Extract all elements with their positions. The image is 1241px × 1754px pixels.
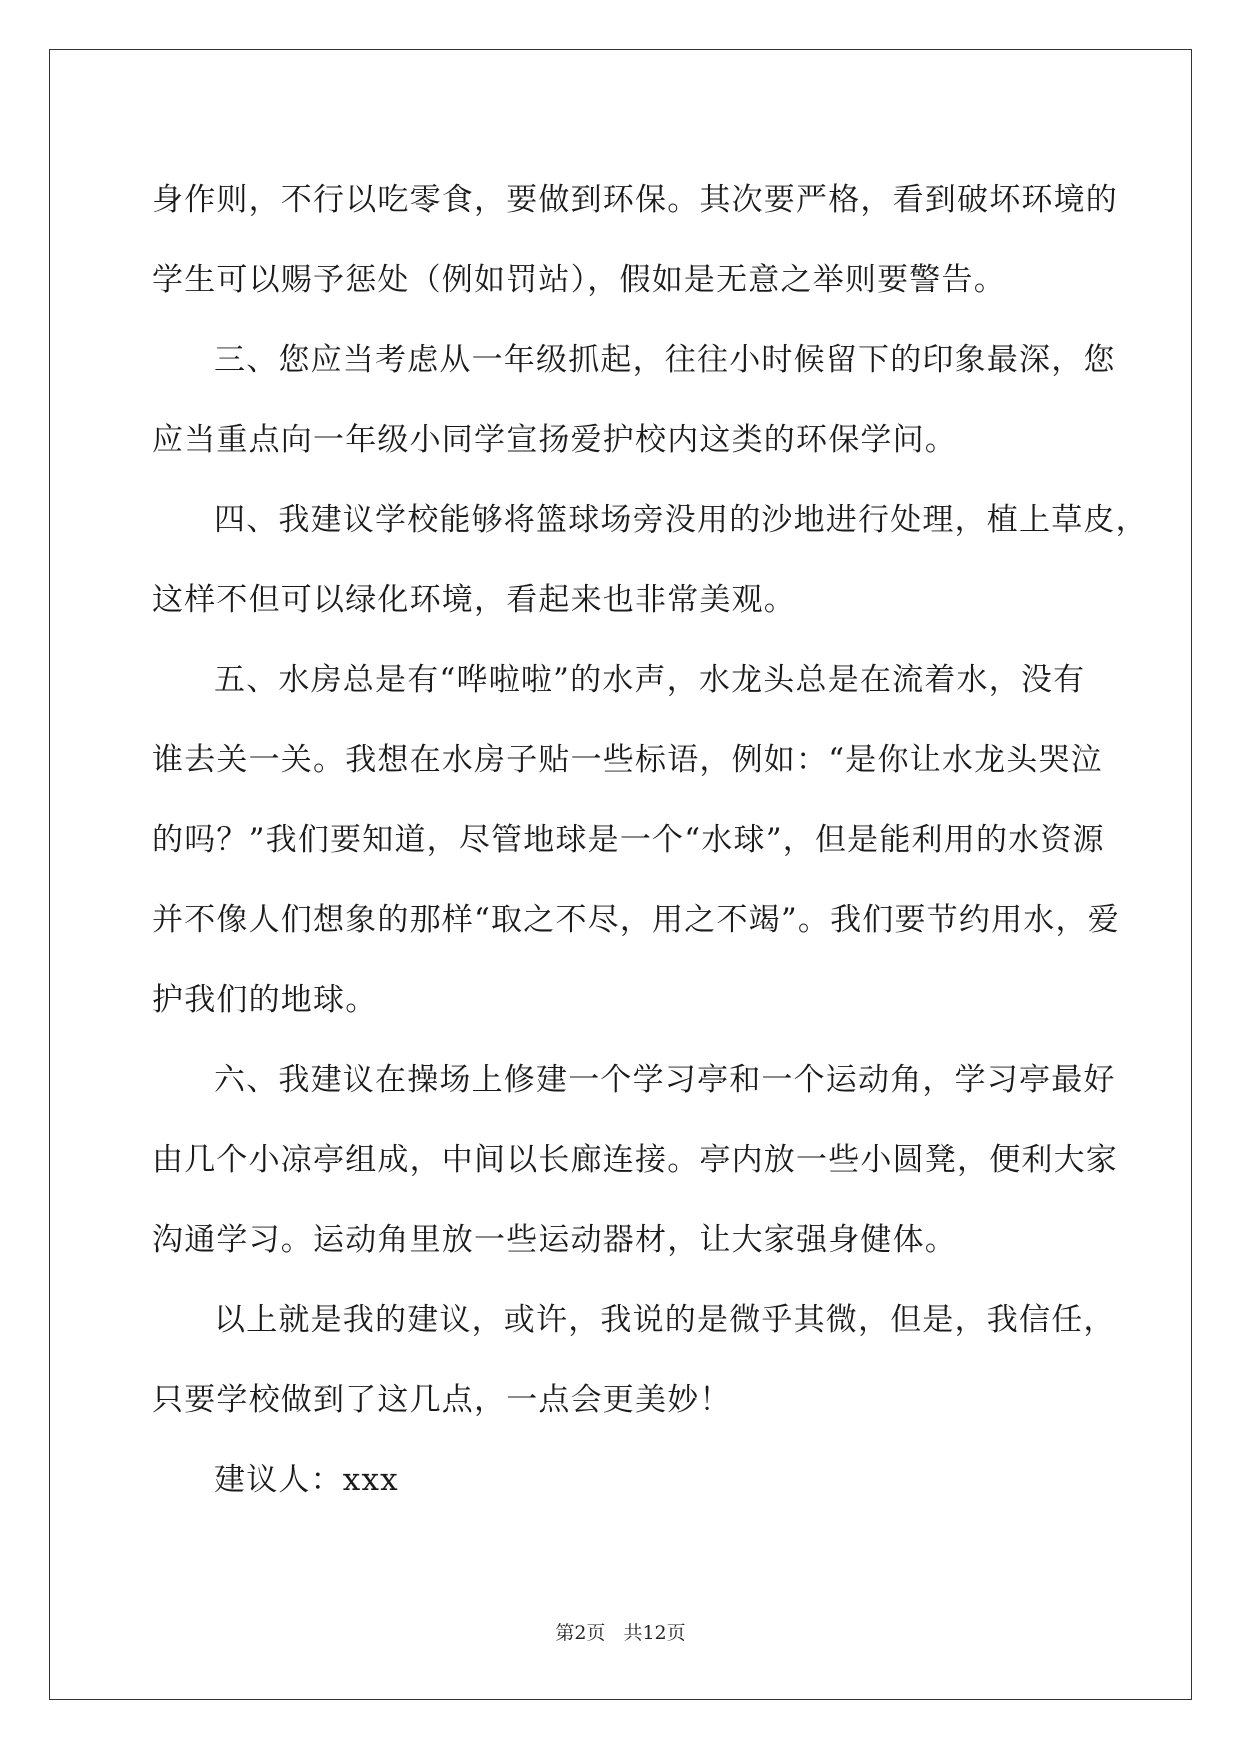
text-line: 应当重点向一年级小同学宣扬爱护校内这类的环保学问。 [152, 422, 957, 458]
signature: 建议人：xxx [214, 1462, 399, 1498]
text-line: 由几个小凉亭组成，中间以长廊连接。亭内放一些小圆凳，便利大家 [152, 1142, 1118, 1178]
text-line: 谁去关一关。我想在水房子贴一些标语，例如：“是你让水龙头哭泣 [152, 742, 1103, 778]
paragraph-6-start: 六、我建议在操场上修建一个学习亭和一个运动角，学习亭最好 [214, 1062, 1116, 1098]
text-line: 并不像人们想象的那样“取之不尽，用之不竭”。我们要节约用水，爱 [152, 902, 1120, 938]
document-body [152, 160, 1148, 1520]
paragraph-3-start: 三、您应当考虑从一年级抓起，往往小时候留下的印象最深，您 [214, 342, 1116, 378]
text-line: 只要学校做到了这几点，一点会更美妙！ [152, 1382, 732, 1418]
paragraph-5-start: 五、水房总是有“哗啦啦”的水声，水龙头总是在流着水，没有 [214, 662, 1086, 698]
text-line: 的吗？”我们要知道，尽管地球是一个“水球”，但是能利用的水资源 [152, 822, 1105, 858]
closing-paragraph-start: 以上就是我的建议，或许，我说的是微乎其微，但是，我信任， [214, 1302, 1116, 1338]
text-line: 身作则，不行以吃零食，要做到环保。其次要严格，看到破坏环境的 [152, 182, 1118, 218]
text-line: 学生可以赐予惩处（例如罚站），假如是无意之举则要警告。 [152, 262, 1006, 298]
page-number: 第2页 [555, 1622, 606, 1644]
text-line: 护我们的地球。 [152, 982, 378, 1018]
paragraph-4-start: 四、我建议学校能够将篮球场旁没用的沙地进行处理，植上草皮， [214, 502, 1148, 538]
text-line: 这样不但可以绿化环境，看起来也非常美观。 [152, 582, 796, 618]
text-line: 沟通学习。运动角里放一些运动器材，让大家强身健体。 [152, 1222, 957, 1258]
page-footer [0, 1618, 1241, 1645]
page-total: 共12页 [623, 1622, 686, 1644]
